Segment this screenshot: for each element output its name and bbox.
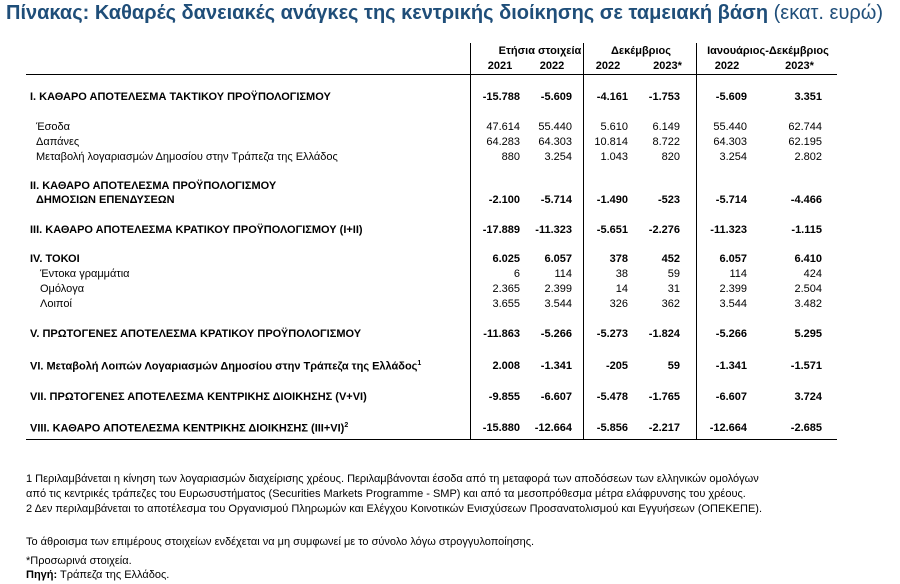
table-cell: -1.115 bbox=[791, 224, 822, 236]
row-label-primary-state-budget: V. ΠΡΩΤΟΓΕΝΕΣ ΑΠΟΤΕΛΕΣΜΑ ΚΡΑΤΙΚΟΥ ΠΡΟΫΠΟΛΟΓΙΣΜΟΥ bbox=[30, 328, 362, 340]
row-label-net-central-gov-text: VIII. ΚΑΘΑΡΟ ΑΠΟΤΕΛΕΣΜΑ ΚΕΝΤΡΙΚΗΣ ΔΙΟΙΚΗΣΗΣ (III+VI) bbox=[30, 422, 345, 435]
table-cell: -6.607 bbox=[715, 391, 747, 403]
table-cell: 1.043 bbox=[600, 151, 628, 163]
table-cell: 2.365 bbox=[492, 283, 520, 295]
row-label-primary-central-gov: VII. ΠΡΩΤΟΓΕΝΕΣ ΑΠΟΤΕΛΕΣΜΑ ΚΕΝΤΡΙΚΗΣ ΔΙΟΙΚΗΣΗΣ (V+VI) bbox=[30, 391, 367, 403]
table-cell: 3.655 bbox=[492, 298, 520, 310]
table-cell: 820 bbox=[661, 151, 680, 163]
table-cell: -15.788 bbox=[482, 91, 520, 103]
table-cell: 31 bbox=[667, 283, 680, 295]
table-cell: -4.466 bbox=[790, 194, 822, 206]
title-text: Πίνακας: Καθαρές δανειακές ανάγκες της κεντρικής διοίκησης σε ταμειακή βάση bbox=[6, 2, 769, 24]
table-cell: 452 bbox=[661, 253, 680, 265]
table-cell: 3.544 bbox=[719, 298, 747, 310]
table-cell: 10.814 bbox=[594, 136, 628, 148]
row-label-revenue: Έσοδα bbox=[36, 121, 71, 133]
row-label-bonds: Ομόλογα bbox=[40, 283, 85, 295]
header-col-dec-2023: 2023* bbox=[653, 60, 682, 72]
table-cell: -1.341 bbox=[715, 360, 747, 372]
table-cell: -15.880 bbox=[482, 422, 520, 434]
table-bottom-rule bbox=[26, 439, 837, 440]
table-cell: 3.482 bbox=[794, 298, 822, 310]
row-label-interest: IV. ΤΟΚΟΙ bbox=[30, 253, 80, 265]
table-cell: 64.303 bbox=[713, 136, 747, 148]
header-col-annual-2021: 2021 bbox=[487, 60, 513, 72]
table-cell: 14 bbox=[615, 283, 628, 295]
table-cell: 3.254 bbox=[544, 151, 572, 163]
footnote-1-line2: από τις κεντρικές τράπεζες του Ευρωσυστήματος (Securities Markets Programme - SMP) και από τα μεσοπρόθεσμα μέτρα ελάφρυνσης του χρέους. bbox=[26, 488, 746, 500]
footnote-ref-1: 1 bbox=[417, 360, 422, 367]
footnote-1-line1: 1 Περιλαμβάνεται η κίνηση των λογαριασμών διαχείρισης χρέους. Περιλαμβάνονται έσοδα από τη μεταφορά των αποδόσεων των ελληνικών ομολόγων bbox=[26, 473, 759, 485]
footnote-2: 2 Δεν περιλαμβάνεται το αποτέλεσμα του Οργανισμού Πληρωμών και Ελέγχου Κοινοτικών Ενισχύσεων Προσανατολισμού και Εγγυήσεων (ΟΠΕΚΕΠΕ). bbox=[26, 503, 763, 515]
table-cell: -12.664 bbox=[709, 422, 747, 434]
header-group-december: Δεκέμβριος bbox=[611, 45, 671, 57]
table-cell: 6.057 bbox=[719, 253, 747, 265]
table-cell: -5.266 bbox=[715, 328, 747, 340]
row-label-bog-accounts-change: Μεταβολή λογαριασμών Δημοσίου στην Τράπεζα της Ελλάδος bbox=[36, 151, 338, 163]
source-note bbox=[26, 569, 169, 581]
header-group-annual: Ετήσια στοιχεία bbox=[498, 45, 582, 57]
table-cell: -1.341 bbox=[540, 360, 572, 372]
table-cell: 47.614 bbox=[486, 121, 520, 133]
table-cell: 6.410 bbox=[794, 253, 822, 265]
table-cell: 6.149 bbox=[652, 121, 680, 133]
title-unit: (εκατ. ευρώ) bbox=[773, 2, 884, 24]
table-cell: 2.399 bbox=[544, 283, 572, 295]
table-cell: 5.295 bbox=[794, 328, 822, 340]
table-cell: -11.323 bbox=[710, 224, 747, 236]
table-cell: 3.254 bbox=[719, 151, 747, 163]
table-cell: 59 bbox=[667, 268, 680, 280]
row-label-public-investment-line1: II. ΚΑΘΑΡΟ ΑΠΟΤΕΛΕΣΜΑ ΠΡΟΫΠΟΛΟΓΙΣΜΟΥ bbox=[30, 180, 277, 192]
table-cell: -12.664 bbox=[534, 422, 572, 434]
table-cell: -523 bbox=[657, 194, 680, 206]
row-label-public-investment-line2: ΔΗΜΟΣΙΩΝ ΕΠΕΝΔΥΣΕΩΝ bbox=[36, 194, 175, 206]
table-cell: 2.504 bbox=[794, 283, 822, 295]
rounding-note: Το άθροισμα των επιμέρους στοιχείων ενδέχεται να μη συμφωνεί με το σύνολο λόγω στρογγυλοποίησης. bbox=[26, 536, 535, 548]
header-col-annual-2022: 2022 bbox=[539, 60, 565, 72]
table-cell: 424 bbox=[803, 268, 822, 280]
table-cell: -1.824 bbox=[648, 328, 680, 340]
row-label-other-accounts-change bbox=[30, 360, 421, 373]
header-rule bbox=[26, 74, 837, 75]
table-cell: -5.609 bbox=[715, 91, 747, 103]
table-cell: -2.100 bbox=[488, 194, 520, 206]
table-cell: 2.399 bbox=[719, 283, 747, 295]
header-group-jan-dec: Ιανουάριος-Δεκέμβριος bbox=[707, 45, 829, 57]
table-cell: -5.856 bbox=[596, 422, 628, 434]
row-label-net-ordinary-budget: I. ΚΑΘΑΡΟ ΑΠΟΤΕΛΕΣΜΑ ΤΑΚΤΙΚΟΥ ΠΡΟΫΠΟΛΟΓΙΣΜΟΥ bbox=[30, 91, 331, 103]
row-label-expenditure: Δαπάνες bbox=[36, 136, 80, 148]
table-cell: 6.025 bbox=[492, 253, 520, 265]
table-cell: -1.765 bbox=[648, 391, 680, 403]
table-cell: -11.323 bbox=[535, 224, 572, 236]
table-cell: 114 bbox=[554, 268, 572, 280]
table-cell: 38 bbox=[615, 268, 628, 280]
table-cell: 8.722 bbox=[652, 136, 680, 148]
table-cell: -1.490 bbox=[596, 194, 628, 206]
table-cell: 378 bbox=[609, 253, 628, 265]
table-cell: 2.802 bbox=[794, 151, 822, 163]
table-cell: -5.651 bbox=[596, 224, 628, 236]
table-cell: -17.889 bbox=[482, 224, 520, 236]
table-cell: 3.351 bbox=[794, 91, 822, 103]
table-cell: -5.714 bbox=[540, 194, 572, 206]
table-cell: 3.724 bbox=[794, 391, 822, 403]
source-label: Πηγή: bbox=[26, 569, 58, 581]
table-cell: 5.610 bbox=[600, 121, 628, 133]
row-label-other-accounts-change-text: VI. Μεταβολή Λοιπών Λογαριασμών Δημοσίου στην Τράπεζα της Ελλάδος bbox=[30, 360, 418, 373]
row-label-net-central-gov bbox=[30, 422, 348, 435]
table-cell: 59 bbox=[667, 360, 680, 372]
header-col-jd-2023: 2023* bbox=[785, 60, 814, 72]
table-cell: 114 bbox=[729, 268, 747, 280]
table-cell: -2.685 bbox=[790, 422, 822, 434]
table-cell: -9.855 bbox=[488, 391, 520, 403]
table-cell: 880 bbox=[501, 151, 520, 163]
table-cell: 62.744 bbox=[788, 121, 822, 133]
table-cell: 2.008 bbox=[492, 360, 520, 372]
table-cell: -2.276 bbox=[648, 224, 680, 236]
footnote-ref-2: 2 bbox=[344, 422, 349, 429]
table-cell: 64.303 bbox=[538, 136, 572, 148]
table-cell: 55.440 bbox=[713, 121, 747, 133]
table-cell: 3.544 bbox=[544, 298, 572, 310]
table-cell: -4.161 bbox=[596, 91, 628, 103]
table-cell: -205 bbox=[605, 360, 628, 372]
row-label-state-budget: III. ΚΑΘΑΡΟ ΑΠΟΤΕΛΕΣΜΑ ΚΡΑΤΙΚΟΥ ΠΡΟΫΠΟΛΟΓΙΣΜΟΥ (I+II) bbox=[30, 224, 363, 236]
provisional-note: *Προσωρινά στοιχεία. bbox=[26, 555, 132, 567]
header-col-dec-2022: 2022 bbox=[595, 60, 621, 72]
table-cell: 55.440 bbox=[538, 121, 572, 133]
table-cell: -5.714 bbox=[715, 194, 747, 206]
table-cell: 326 bbox=[609, 298, 628, 310]
table-cell: 62.195 bbox=[788, 136, 822, 148]
table-cell: 64.283 bbox=[486, 136, 520, 148]
table-cell: 6.057 bbox=[544, 253, 572, 265]
header-col-jd-2022: 2022 bbox=[714, 60, 740, 72]
table-cell: -1.571 bbox=[790, 360, 822, 372]
table-cell: -6.607 bbox=[540, 391, 572, 403]
row-label-other: Λοιποί bbox=[40, 298, 72, 310]
row-label-treasury-bills: Έντοκα γραμμάτια bbox=[40, 268, 130, 280]
table-cell: -1.753 bbox=[648, 91, 680, 103]
table-cell: -5.478 bbox=[596, 391, 628, 403]
table-cell: -5.609 bbox=[540, 91, 572, 103]
table-cell: -11.863 bbox=[483, 328, 520, 340]
table-cell: -2.217 bbox=[648, 422, 680, 434]
table-cell: 6 bbox=[513, 268, 520, 280]
table-cell: -5.273 bbox=[596, 328, 628, 340]
source-value: Τράπεζα της Ελλάδος. bbox=[60, 569, 170, 581]
page-title bbox=[6, 2, 883, 25]
table-cell: -5.266 bbox=[540, 328, 572, 340]
table-cell: 362 bbox=[661, 298, 680, 310]
